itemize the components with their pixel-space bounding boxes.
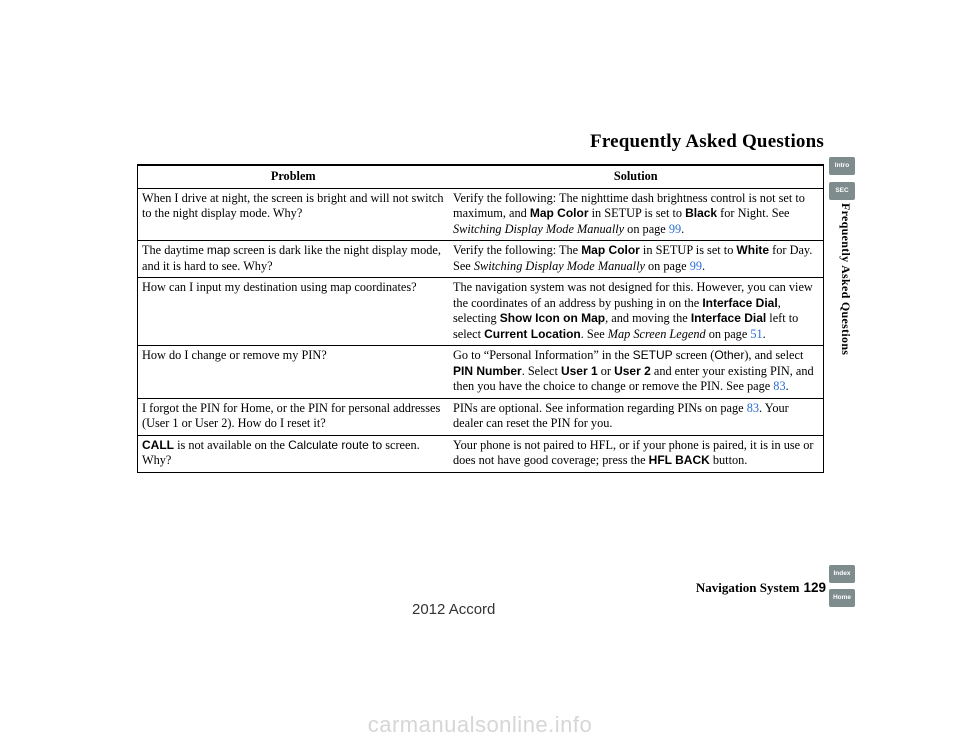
table-row [138,435,824,472]
ui-term: User 2 [614,363,651,378]
text-run: in SETUP is set to [639,243,737,257]
text-run: Your phone is not paired to HFL, or if your phone is paired, it is in use or does not have good coverage; press the [453,437,814,467]
ui-term: Interface Dial [702,295,778,310]
text-run: in SETUP is set to [588,206,686,220]
solution-cell [449,241,824,278]
text-run: and enter your existing PIN, and then you have the choice to change or remove the PIN. See page [453,363,814,393]
problem-cell [138,188,449,241]
ui-term-plain: Calculate route to [288,437,383,452]
page-link[interactable]: 83 [746,400,759,415]
problem-cell [138,346,449,399]
problem-cell [138,435,449,472]
text-run: . [681,221,685,236]
text-run: The daytime [142,243,207,257]
table-row [138,278,824,346]
ui-term: PIN Number [453,363,522,378]
text-run: or [597,363,615,378]
text-run: . [701,258,706,273]
solution-cell [449,398,824,435]
footer-label: Navigation System [695,580,800,595]
text-run: . [785,379,789,393]
text-run: The navigation system was not designed for this. However, you can view the coordinates of an address by pushing in on the [453,280,813,310]
ui-term-plain: Other [714,348,745,362]
problem-cell [138,398,449,435]
toc-tab[interactable]: SEC [829,182,855,200]
text-run: screen ( [672,348,715,362]
text-run: for Night. See [717,206,790,220]
text-run: I forgot the PIN for Home, or the PIN for personal addresses (User 1 or User 2). How do I reset it? [142,400,441,430]
ui-term: Show Icon on Map [499,311,606,325]
text-run: on page [644,258,690,273]
text-run: When I drive at night, the screen is bright and will not switch to the night display mode. Why? [142,190,444,220]
text-run: How can I input my destination using map coordinates? [142,280,417,294]
text-run: left to select [453,311,799,341]
watermark: carmanualsonline.info [367,712,593,737]
ui-term: Map Color [581,243,640,257]
page-number: 129 [803,580,826,595]
ui-term-plain: map [206,243,231,257]
cross-reference: Map Screen Legend [607,326,706,341]
problem-cell [138,241,449,278]
problem-header: Problem [138,165,449,188]
text-run: button. [709,453,748,467]
solution-cell [449,346,824,399]
ui-term: CALL [142,437,174,452]
ui-term: Map Color [529,206,589,220]
solution-header: Solution [449,165,824,188]
home-tab[interactable]: Home [829,589,855,607]
text-run: , and moving the [605,311,691,325]
text-run: . Your dealer can reset the PIN for you. [453,400,789,430]
table-row [138,188,824,241]
solution-cell [449,278,824,346]
ui-term: Black [685,206,718,220]
text-run: for Day. See [453,243,813,273]
table-row [138,241,824,278]
page-link[interactable]: 51 [750,326,763,341]
text-run: Go to “Personal Information” in the [453,348,633,362]
table-row [138,398,824,435]
faq-table [137,164,824,473]
ui-term: Interface Dial [690,311,767,325]
ui-term: Current Location [484,326,581,341]
page-title: Frequently Asked Questions [590,131,824,152]
text-run: Verify the following: The nighttime dash brightness control is not set to maximum, and [453,190,805,220]
table-header-row [138,165,824,188]
ui-term-plain: SETUP [632,348,673,362]
text-run: on page [624,221,669,236]
text-run: screen is dark like the night display mode, and it is hard to see. Why? [142,243,441,273]
text-run: ), and select [744,348,804,362]
text-run: . [762,326,766,341]
page-link[interactable]: 99 [668,221,682,236]
text-run: How do I change or remove my PIN? [142,348,327,362]
solution-cell [449,435,824,472]
text-run: . See [580,326,608,341]
page-link[interactable]: 83 [773,379,786,393]
text-run: PINs are optional. See information regarding PINs on page [453,400,747,415]
index-tab[interactable]: Index [829,565,855,583]
ui-term: White [736,243,770,257]
ui-term: HFL BACK [648,453,710,467]
page-link[interactable]: 99 [689,258,702,273]
faq-table-body [138,188,824,472]
cross-reference: Switching Display Mode Manually [473,258,645,273]
solution-cell [449,188,824,241]
problem-cell [138,278,449,346]
model-stamp: 2012 Accord [412,601,496,618]
text-run: Verify the following: The [453,243,582,257]
page-footer [696,580,826,596]
ui-term: User 1 [560,363,598,378]
text-run: is not available on the [174,437,289,452]
text-run: screen. Why? [142,437,420,467]
section-vertical-title: Frequently Asked Questions [839,203,853,356]
cross-reference: Switching Display Mode Manually [453,221,625,236]
table-row [138,346,824,399]
text-run: . Select [521,363,561,378]
text-run: , selecting [453,295,781,325]
text-run: on page [705,326,751,341]
intro-tab[interactable]: Intro [829,157,855,175]
